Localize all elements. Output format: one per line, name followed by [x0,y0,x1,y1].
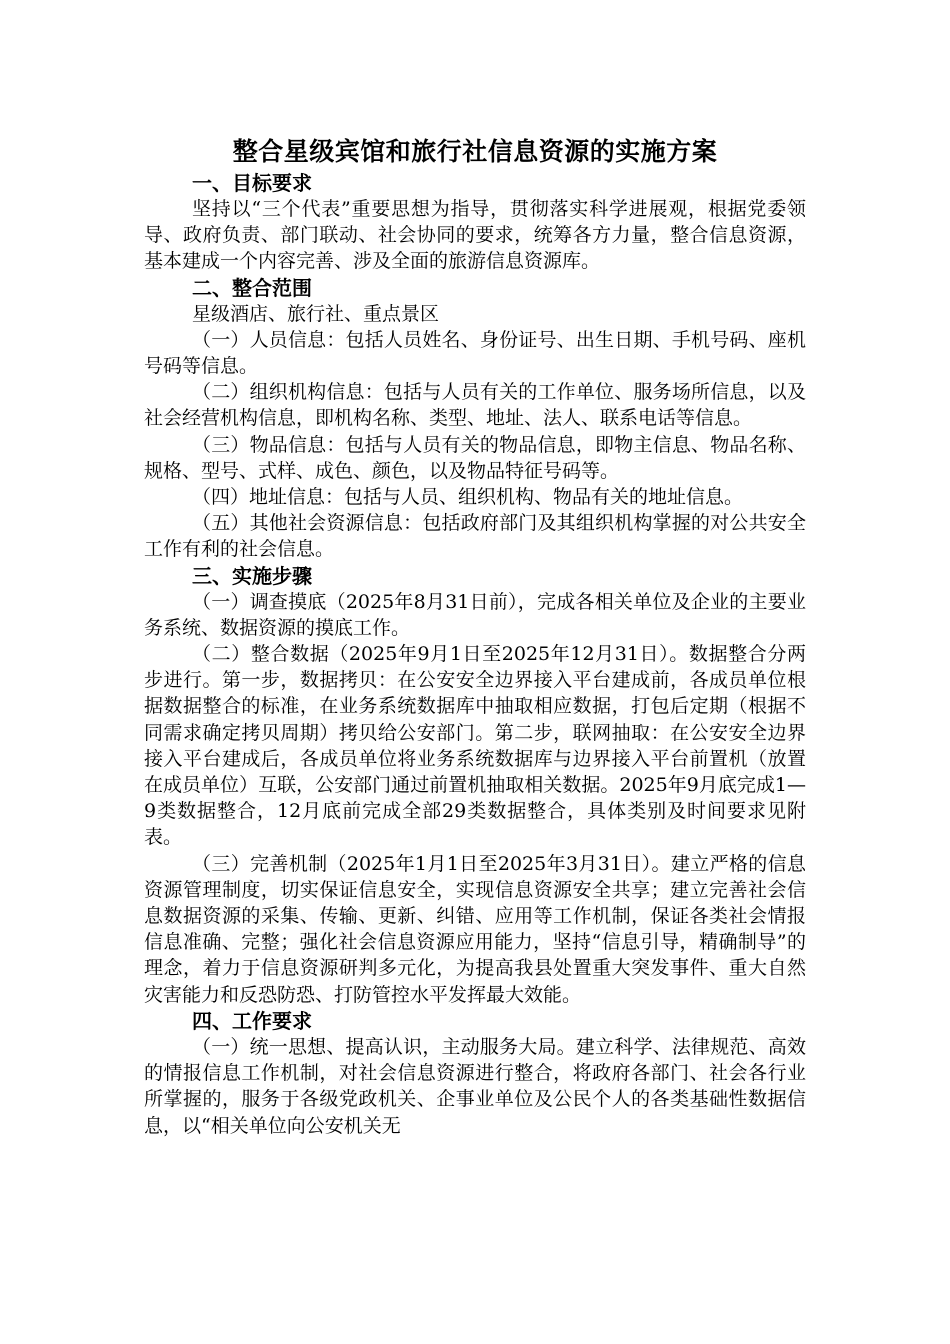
paragraph: 坚持以“三个代表”重要思想为指导，贯彻落实科学进展观，根据党委领导、政府负责、部门联动、社会协同的要求，统筹各方力量，整合信息资源，基本建成一个内容完善、涉及全面的旅游信息资源库。 [144,198,806,273]
paragraph: （四）地址信息：包括与人员、组织机构、物品有关的地址信息。 [192,486,744,509]
paragraph: （一）人员信息：包括人员姓名、身份证号、出生日期、手机号码、座机号码等信息。 [144,328,806,378]
paragraph: （一）统一思想、提高认识，主动服务大局。建立科学、法律规范、高效的情报信息工作机制，对社会信息资源进行整合，将政府各部门、社会各行业所掌握的，服务于各级党政机关、企事业单位及公民个人的各类基础性数据信息，以“相关单位向公安机关无 [144,1035,806,1137]
document-body [144,134,806,1139]
section-heading-requirements: 四、工作要求 [192,1008,312,1033]
section-heading-steps: 三、实施步骤 [192,563,312,588]
paragraph: （五）其他社会资源信息：包括政府部门及其组织机构掌握的对公共安全工作有利的社会信息。 [144,512,806,561]
paragraph: （二）整合数据（2025年9月1日至2025年12月31日）。数据整合分两步进行。第一步，数据拷贝：在公安安全边界接入平台建成前，各成员单位根据数据整合的标准，在业务系统数据库中抽取相应数据，打包后定期（根据不同需求确定拷贝周期）拷贝给公安部门。第二步，联网抽取：在公安安全边界接入平台建成后，各成员单位将业务系统数据库与边界接入平台前置机（放置在成员单位）互联，公安部门通过前置机抽取相关数据。2025年9月底完成1—9类数据整合，12月底前完成全部29类数据整合，具体类别及时间要求见附表。 [144,643,806,849]
paragraph: （三）物品信息：包括与人员有关的物品信息，即物主信息、物品名称、规格、型号、式样、成色、颜色，以及物品特征号码等。 [144,433,806,482]
section-heading-scope: 二、整合范围 [192,275,312,300]
paragraph: 星级酒店、旅行社、重点景区 [192,302,440,325]
document-title: 整合星级宾馆和旅行社信息资源的实施方案 [232,137,718,166]
paragraph: （三）完善机制（2025年1月1日至2025年3月31日）。建立严格的信息资源管理制度，切实保证信息安全，实现信息资源安全共享；建立完善社会信息数据资源的采集、传输、更新、纠错、应用等工作机制，保证各类社会情报信息准确、完整；强化社会信息资源应用能力，坚持“信息引导，精确制导”的理念，着力于信息资源研判多元化，为提高我县处置重大突发事件、重大自然灾害能力和反恐防恐、打防管控水平发挥最大效能。 [144,852,806,1006]
paragraph: （一）调查摸底（2025年8月31日前），完成各相关单位及企业的主要业务系统、数据资源的摸底工作。 [144,590,806,639]
section-heading-goals: 一、目标要求 [192,171,312,195]
paragraph: （二）组织机构信息：包括与人员有关的工作单位、服务场所信息，以及社会经营机构信息，即机构名称、类型、地址、法人、联系电话等信息。 [144,381,806,430]
